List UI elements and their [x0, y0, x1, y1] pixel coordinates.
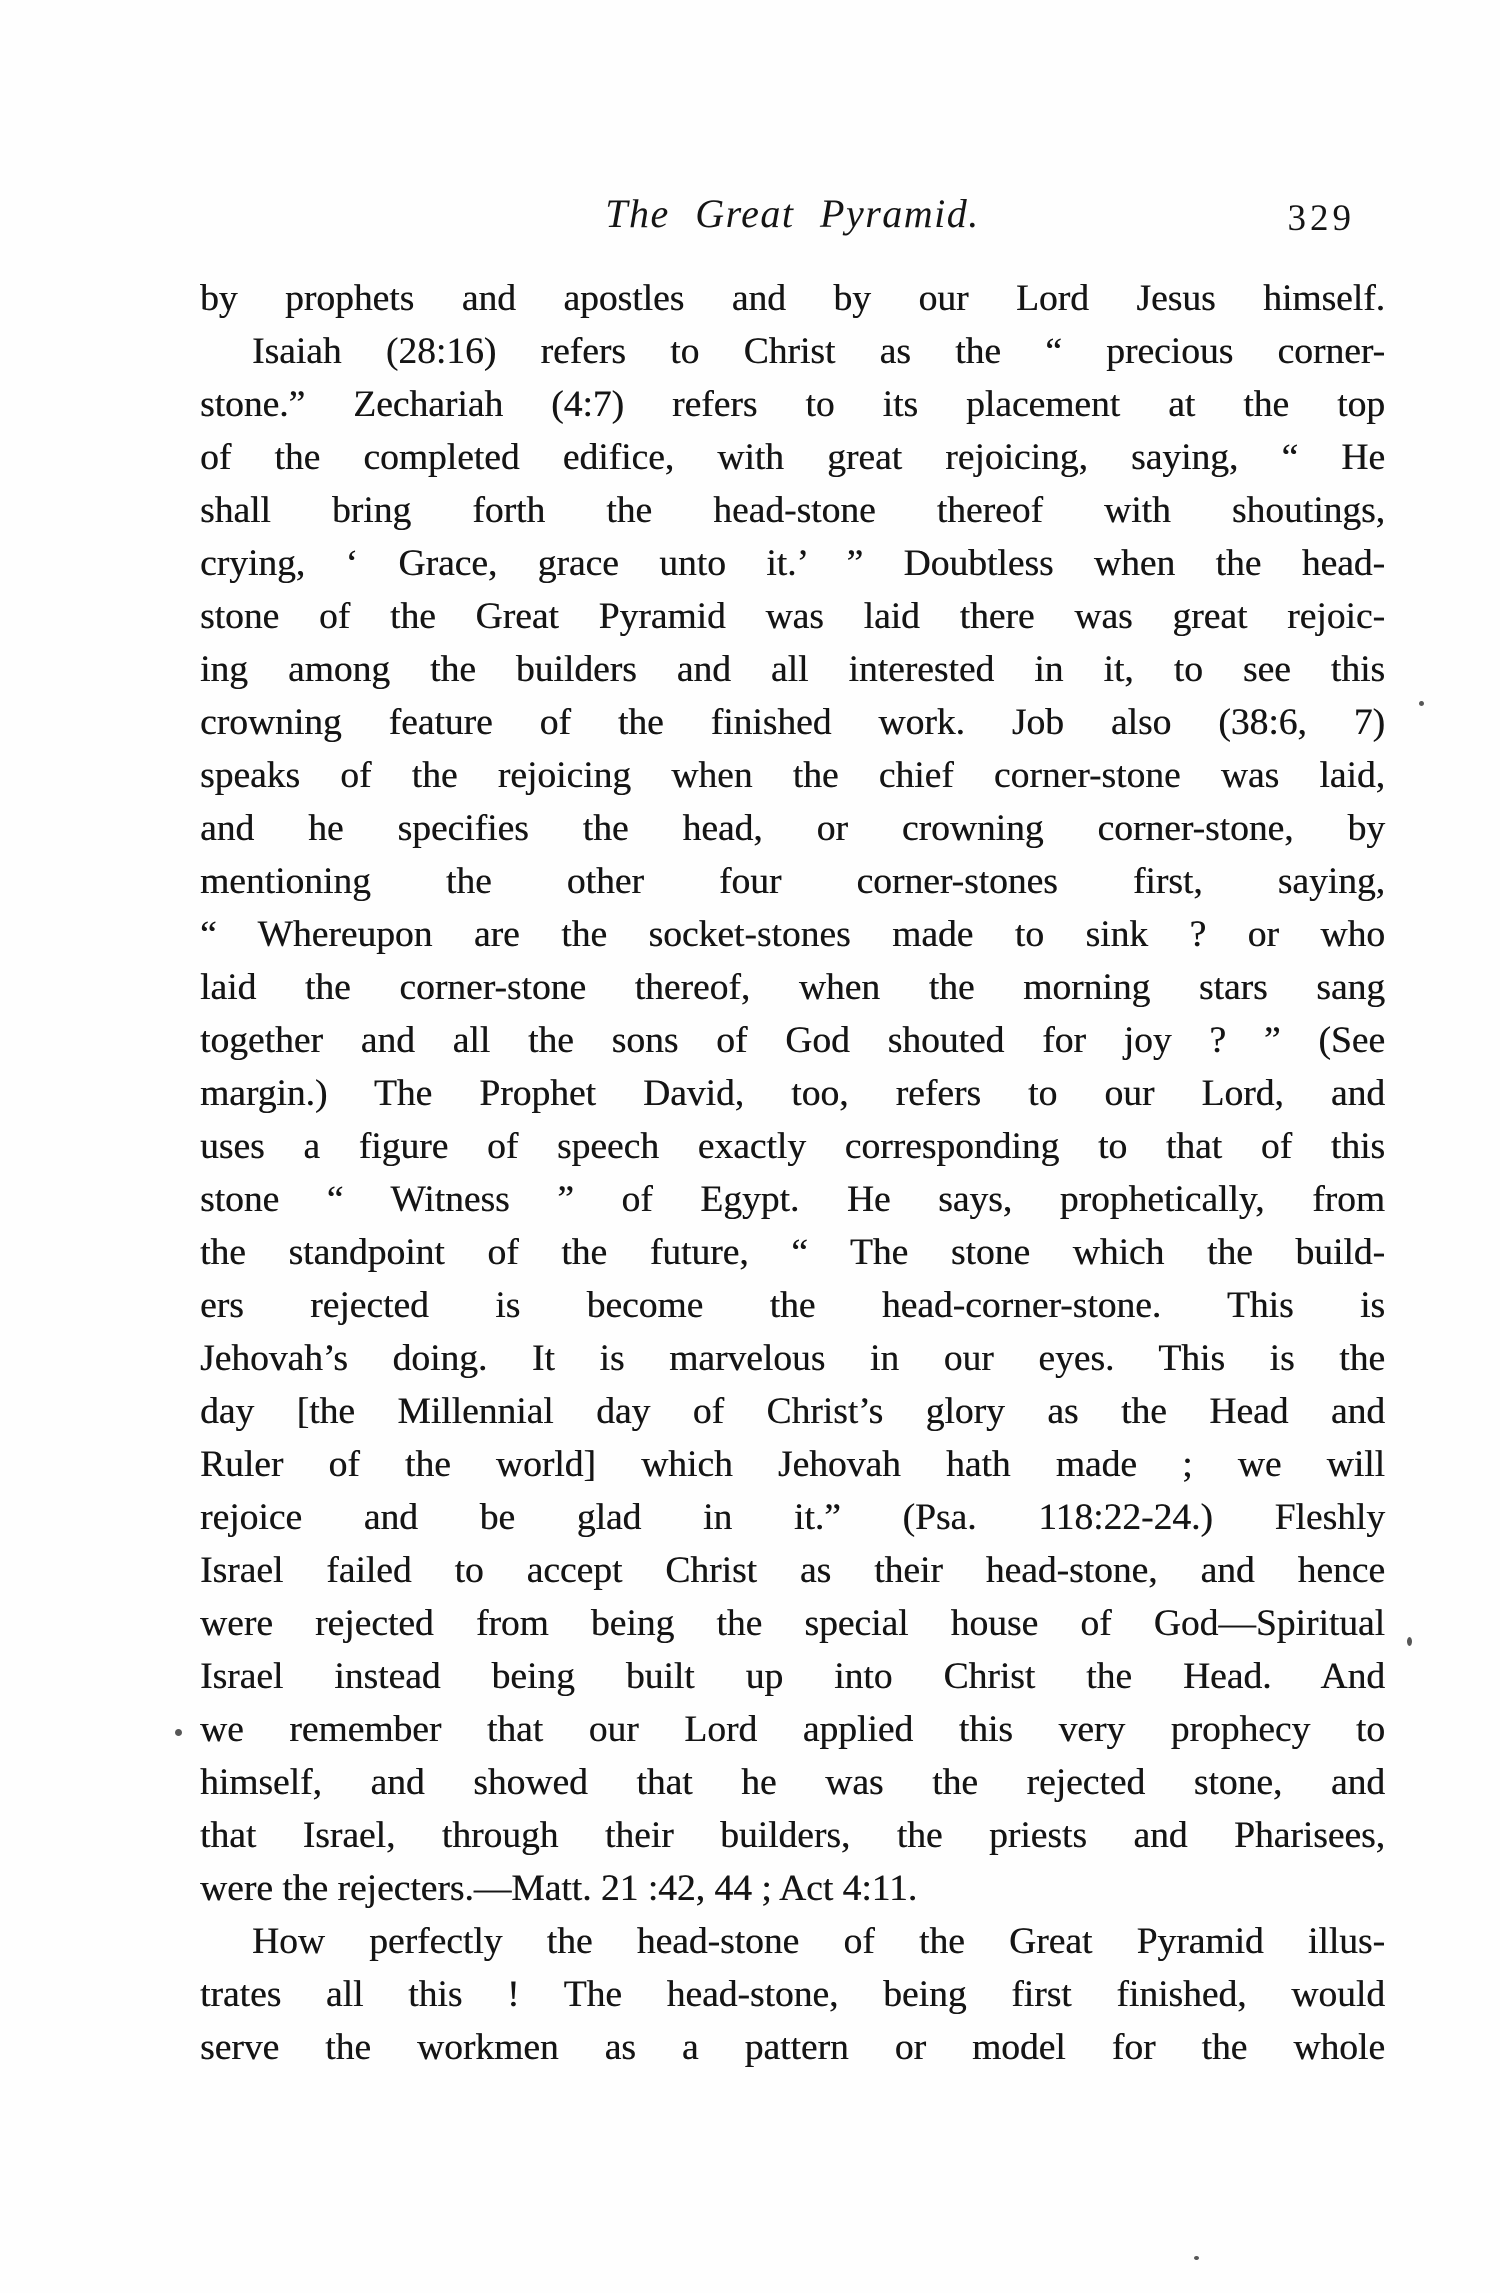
text-line: and he specifies the head, or crowning corner-stone, by [200, 808, 1385, 849]
ink-speck [1419, 701, 1424, 706]
text-line: together and all the sons of God shouted for joy ? ” (See [200, 1020, 1385, 1061]
margin-dot-mark [175, 1729, 182, 1736]
text-line: serve the workmen as a pattern or model for the whole [200, 2027, 1385, 2068]
text-line: were rejected from being the special house of God—Spiritual [200, 1603, 1385, 1644]
page-number: 329 [1287, 198, 1355, 239]
text-line: of the completed edifice, with great rejoicing, saying, “ He [200, 437, 1385, 478]
text-line: crowning feature of the finished work. Job also (38:6, 7) [200, 702, 1385, 743]
text-line: stone “ Witness ” of Egypt. He says, prophetically, from [200, 1179, 1385, 1220]
ink-speck [1194, 2256, 1199, 2260]
text-line: mentioning the other four corner-stones first, saying, [200, 861, 1385, 902]
text-line: that Israel, through their builders, the priests and Pharisees, [200, 1815, 1385, 1856]
text-line: Jehovah’s doing. It is marvelous in our eyes. This is the [200, 1338, 1385, 1379]
text-line: How perfectly the head-stone of the Great Pyramid illus- [252, 1921, 1385, 1962]
text-line: were the rejecters.—Matt. 21 :42, 44 ; Act 4:11. [200, 1868, 918, 1909]
text-line: shall bring forth the head-stone thereof with shoutings, [200, 490, 1385, 531]
text-line: crying, ‘ Grace, grace unto it.’ ” Doubtless when the head- [200, 543, 1385, 584]
text-line: speaks of the rejoicing when the chief corner-stone was laid, [200, 755, 1385, 796]
text-line: uses a figure of speech exactly corresponding to that of this [200, 1126, 1385, 1167]
text-line: we remember that our Lord applied this very prophecy to [200, 1709, 1385, 1750]
text-line: “ Whereupon are the socket-stones made to sink ? or who [200, 914, 1385, 955]
text-line: Ruler of the world] which Jehovah hath made ; we will [200, 1444, 1385, 1485]
page-title: The Great Pyramid. [605, 191, 980, 236]
text-line: stone of the Great Pyramid was laid there was great rejoic- [200, 596, 1385, 637]
text-line: day [the Millennial day of Christ’s glory as the Head and [200, 1391, 1385, 1432]
text-line: trates all this ! The head-stone, being first finished, would [200, 1974, 1385, 2015]
text-line: by prophets and apostles and by our Lord Jesus himself. [200, 278, 1385, 319]
text-line: laid the corner-stone thereof, when the morning stars sang [200, 967, 1385, 1008]
running-header [200, 190, 1385, 246]
text-line: ing among the builders and all interested in it, to see this [200, 649, 1385, 690]
text-line: ers rejected is become the head-corner-stone. This is [200, 1285, 1385, 1326]
body-text [200, 272, 1385, 2074]
text-line: Israel failed to accept Christ as their head-stone, and hence [200, 1550, 1385, 1591]
text-line: stone.” Zechariah (4:7) refers to its placement at the top [200, 384, 1385, 425]
text-line: the standpoint of the future, “ The stone which the build- [200, 1232, 1385, 1273]
text-line: Israel instead being built up into Christ the Head. And [200, 1656, 1385, 1697]
text-line: Isaiah (28:16) refers to Christ as the “ precious corner- [252, 331, 1385, 372]
text-line: margin.) The Prophet David, too, refers to our Lord, and [200, 1073, 1385, 1114]
text-line: himself, and showed that he was the rejected stone, and [200, 1762, 1385, 1803]
text-line: rejoice and be glad in it.” (Psa. 118:22-24.) Fleshly [200, 1497, 1385, 1538]
ink-speck [1407, 1637, 1412, 1646]
